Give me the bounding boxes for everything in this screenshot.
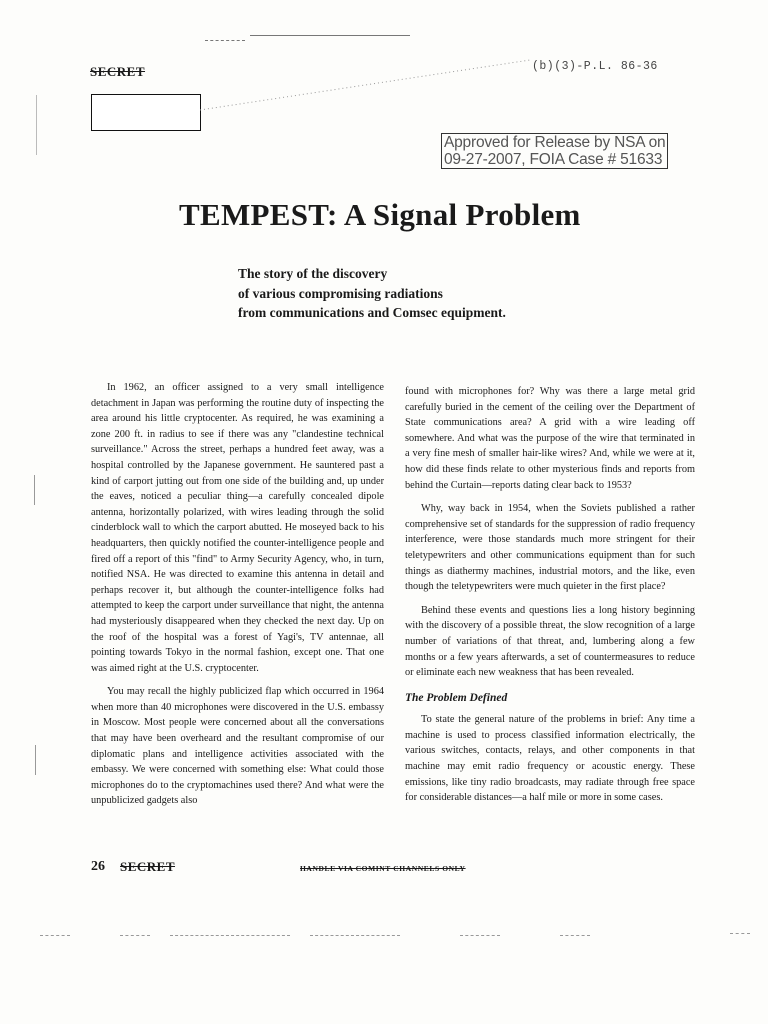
section-heading: The Problem Defined xyxy=(405,691,508,704)
scan-artifact-line xyxy=(120,935,150,936)
subtitle-line: The story of the discovery xyxy=(238,266,388,281)
top-rule xyxy=(250,35,410,36)
scan-artifact-line xyxy=(460,935,500,936)
article-subtitle xyxy=(238,264,598,323)
paragraph: To state the general nature of the problems in brief: Any time a machine is used to process classified information electrically, the various switches, contacts, relays, and other components in that machine may emit radio frequency or acoustic energy. These emissions, like tiny radio broadcasts, may radiate through free space for considerable distances—a half mile or more in some cases. xyxy=(405,714,695,804)
scan-artifact-line xyxy=(170,935,290,936)
classification-marking-top: SECRET xyxy=(90,64,146,79)
paragraph: found with microphones for? Why was there a large metal grid carefully buried in the cement of the ceiling over the Department of State communications area? A grid with a wire leading off somewhere. And what was the purpose of the wire that terminated in a very fine mesh of smaller hair-like wires? And, while we were at it, how did these finds relate to other mysterious finds and reports from behind the Curtain—reports dating clear back to 1953? xyxy=(405,386,695,491)
scan-artifact-margin xyxy=(36,95,37,155)
classification-marking-bottom: SECRET xyxy=(120,859,176,874)
scan-artifact-line xyxy=(560,935,590,936)
paragraph: You may recall the highly publicized flap which occurred in 1964 when more than 40 microphones were discovered in the U.S. embassy in Moscow. Most people were concerned about all the conversations that may have been overheard and the resultant compromise of our diplomatic plans and intelligence activities associated with the embassy. We were concerned with something else: What could those microphones do to the cryptomachines used there? And what were the unpublicized gadgets also xyxy=(91,686,384,807)
release-stamp-line2: 09-27-2007, FOIA Case # 51633 xyxy=(444,151,663,168)
scan-artifact-margin xyxy=(34,475,35,505)
article-title: TEMPEST: A Signal Problem xyxy=(179,197,581,232)
paragraph: Behind these events and questions lies a long history beginning with the discovery of a possible threat, the slow recognition of a large number of variations of that threat, and, lumbering along a few months or a few years afterwards, a set of countermeasures to reduce or eliminate each new weakness that has been revealed. xyxy=(405,604,695,679)
subtitle-line: from communications and Comsec equipment. xyxy=(238,305,506,320)
release-stamp-line1: Approved for Release by NSA on xyxy=(444,134,666,151)
handling-caveat: HANDLE VIA COMINT CHANNELS ONLY xyxy=(300,864,466,873)
exemption-code: (b)(3)-P.L. 86-36 xyxy=(532,60,658,73)
scan-artifact-line xyxy=(730,933,750,934)
release-stamp xyxy=(441,133,668,169)
body-column-right xyxy=(405,384,695,814)
scan-artifact-margin xyxy=(35,745,36,775)
page-number: 26 xyxy=(91,859,105,874)
top-rule-short xyxy=(205,40,245,41)
redaction-box xyxy=(91,94,201,131)
scan-artifact-line xyxy=(310,935,400,936)
scan-artifact-line xyxy=(40,935,70,936)
paragraph: Why, way back in 1954, when the Soviets published a rather comprehensive set of standards for the suppression of radio frequency interference, were those standards much more stringent for their teletypewriters and other communications equipment than for such things as diathermy machines, industrial motors, and the like, even though the teletypewriters were much quieter in the first place? xyxy=(405,503,695,593)
paragraph: In 1962, an officer assigned to a very small intelligence detachment in Japan was performing the routine duty of inspecting the area around his little cryptocenter. As required, he was examining a zone 200 ft. in radius to see if there was any "clandestine technical surveillance." Across the street, perhaps a hundred feet away, was a hospital controlled by the Japanese government. He sauntered past a kind of carport jutting out from one side of the building and, up under the eaves, noticed a peculiar thing—a carefully concealed dipole antenna, horizontally polarized, with wires leading through the solid cinderblock wall to which the carport abutted. He moseyed back to his headquarters, then quickly notified the counter-intelligence people and fired off a report of this "find" to Army Security Agency, who, in turn, notified NSA. He was directed to examine this antenna in detail and perhaps recover it, but although the counter-intelligence folks had attempted to keep the carport under surveillance that night, the antenna had mysteriously disappeared when they checked the next day. Up on the roof of the hospital was a forest of Yagi's, TV antennae, all pointing towards Tokyo in the normal fashion, except one. That one was aimed right at the U.S. cryptocenter. xyxy=(91,382,384,674)
leader-line xyxy=(200,58,530,114)
subtitle-line: of various compromising radiations xyxy=(238,285,443,301)
body-column-left xyxy=(91,380,384,817)
